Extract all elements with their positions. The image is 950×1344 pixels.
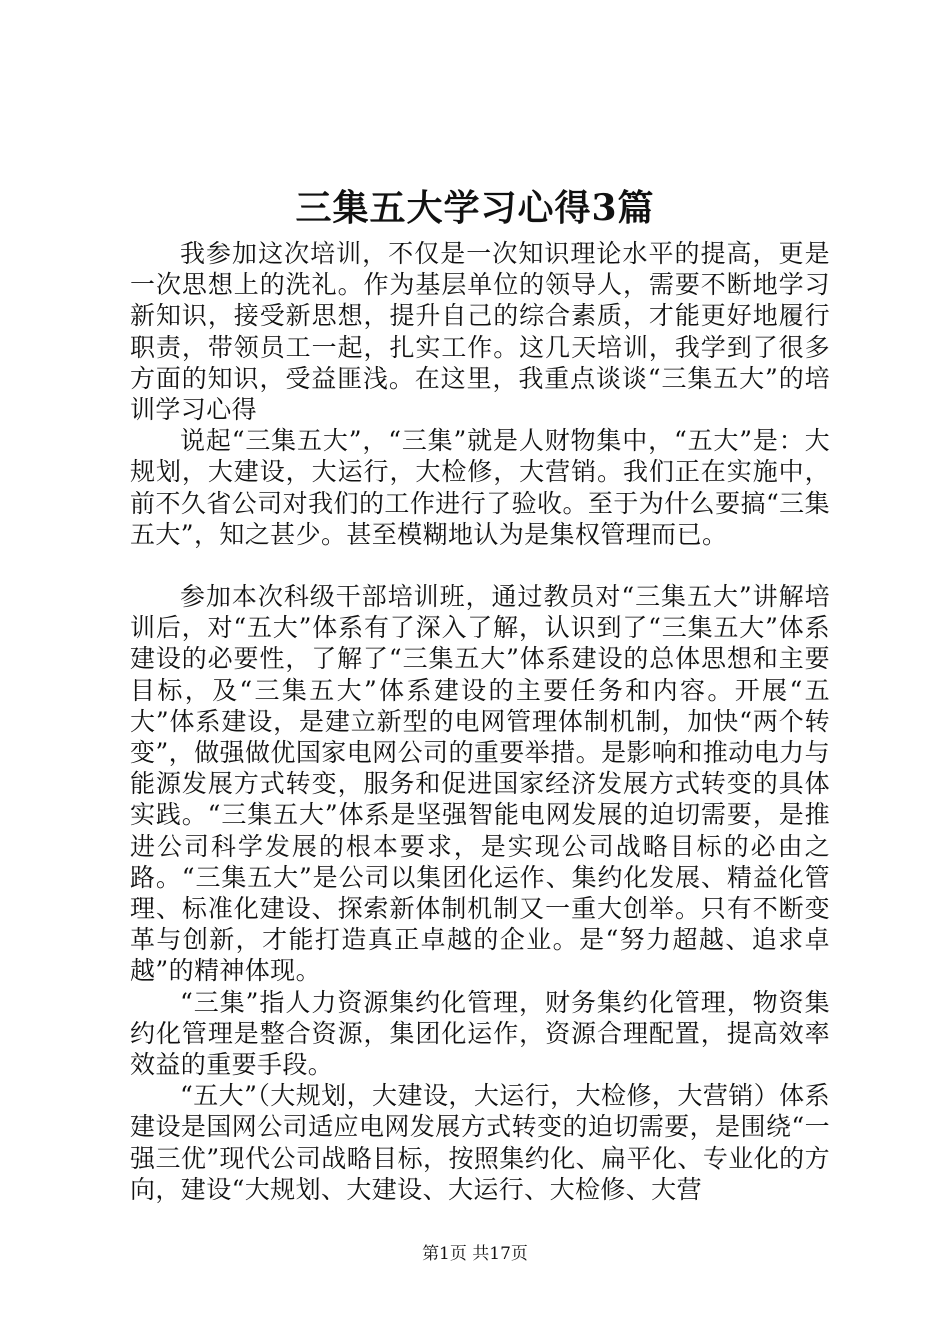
- document-body: [130, 238, 830, 1205]
- page-footer: 第1页 共17页: [422, 1244, 528, 1264]
- paragraph-background: 说起“三集五大”，“三集”就是人财物集中，“五大”是：大规划，大建设，大运行，大检修，大营销。我们正在实施中，前不久省公司对我们的工作进行了验收。至于为什么要搞“三集五大”，知之甚少。甚至模糊地认为是集权管理而已。: [130, 426, 830, 549]
- paragraph-training: 参加本次科级干部培训班，通过教员对“三集五大”讲解培训后，对“五大”体系有了深入了解，认识到了“三集五大”体系建设的必要性，了解了“三集五大”体系建设的总体思想和主要目标，及“三集五大”体系建设的主要任务和内容。开展“五大”体系建设，是建立新型的电网管理体制机制，加快“两个转变”，做强做优国家电网公司的重要举措。是影响和推动电力与能源发展方式转变，服务和促进国家经济发展方式转变的具体实践。“三集五大”体系是坚强智能电网发展的迫切需要，是推进公司科学发展的根本要求，是实现公司战略目标的必由之路。“三集五大”是公司以集团化运作、集约化发展、精益化管理、标准化建设、探索新体制机制又一重大创举。只有不断变革与创新，才能打造真正卓越的企业。是“努力超越、追求卓越”的精神体现。: [130, 582, 830, 986]
- paragraph-five-systems: “五大”（大规划，大建设，大运行，大检修，大营销）体系建设是国网公司适应电网发展方式转变的迫切需要，是围绕“一强三优”现代公司战略目标，按照集约化、扁平化、专业化的方向，建设“大规划、大建设、大运行、大检修、大营: [130, 1081, 830, 1204]
- paragraph-three-concentrations: “三集”指人力资源集约化管理，财务集约化管理，物资集约化管理是整合资源，集团化运作，资源合理配置，提高效率效益的重要手段。: [130, 987, 830, 1080]
- paragraph-intro: 我参加这次培训，不仅是一次知识理论水平的提高，更是一次思想上的洗礼。作为基层单位的领导人，需要不断地学习新知识，接受新思想，提升自己的综合素质，才能更好地履行职责，带领员工一起，扎实工作。这几天培训，我学到了很多方面的知识，受益匪浅。在这里，我重点谈谈“三集五大”的培训学习心得: [130, 239, 830, 425]
- paragraph-spacer: [130, 550, 830, 581]
- document-title: 三集五大学习心得3篇: [295, 187, 655, 229]
